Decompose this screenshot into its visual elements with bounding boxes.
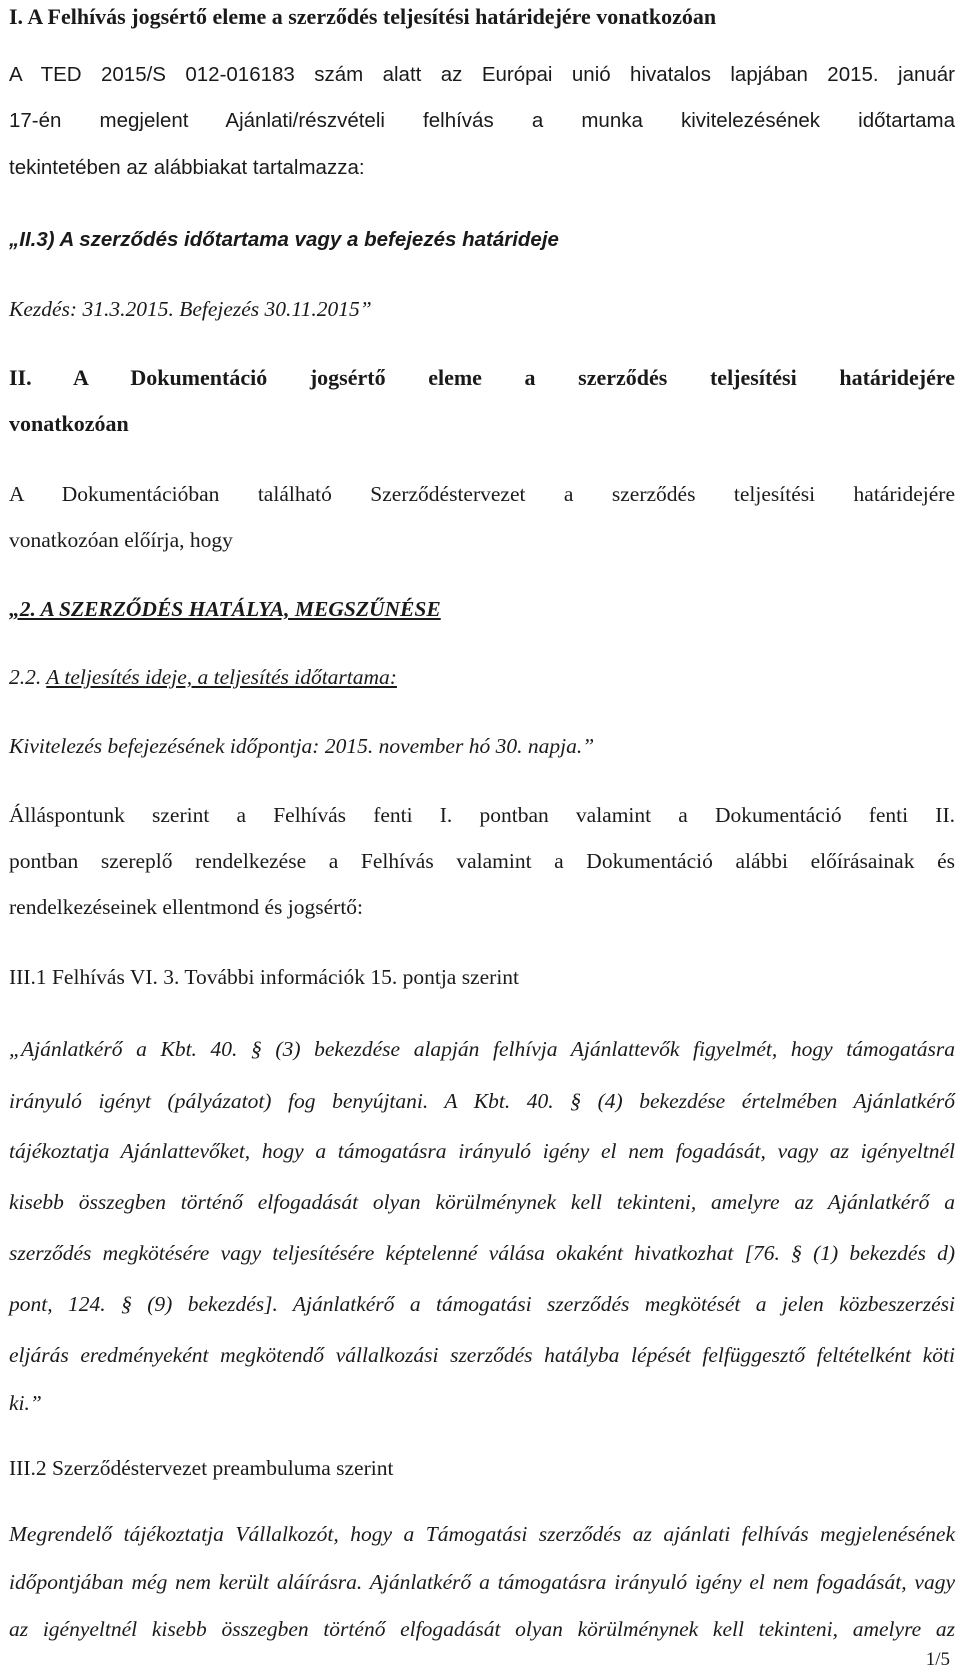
quote-3-line-5: szerződés megkötésére vagy teljesítésére képtelenné válása okaként hivatkozhat [76. § (1) bekezdés d) (9, 1241, 955, 1265)
quote-1-body: Kezdés: 31.3.2015. Befejezés 30.11.2015” (9, 297, 372, 321)
paragraph-3-line-1: Álláspontunk szerint a Felhívás fenti I. pontban valamint a Dokumentáció fenti II. (9, 803, 955, 827)
paragraph-1-line-3: tekintetében az alábbiakat tartalmazza: (9, 156, 365, 179)
quote-3-line-3: tájékoztatja Ajánlattevőket, hogy a támogatásra irányuló igény el nem fogadását, vagy az igényeltnél (9, 1139, 955, 1163)
paragraph-2-line-2: vonatkozóan előírja, hogy (9, 528, 233, 552)
quote-4-line-3: az igényeltnél kisebb összegben történő elfogadását olyan körülménynek kell tekinteni, amelyre az (9, 1617, 955, 1641)
section-3-2-heading: III.2 Szerződéstervezet preambuluma szerint (9, 1456, 394, 1480)
heading-section-2-line-1: II. A Dokumentáció jogsértő eleme a szerződés teljesítési határidejére (9, 365, 955, 390)
quote-1-title: „II.3) A szerződés időtartama vagy a befejezés határideje (9, 228, 559, 251)
quote-3-line-2: irányuló igényt (pályázatot) fog benyújtani. A Kbt. 40. § (4) bekezdése értelmében Ajánlatkérő (9, 1089, 955, 1113)
paragraph-1-line-2: 17-én megjelent Ajánlati/részvételi felhívás a munka kivitelezésének időtartama (9, 109, 955, 132)
page-number: 1/5 (925, 1649, 950, 1670)
quote-2-subheading-number: 2.2. (9, 665, 47, 689)
quote-2-subheading (9, 664, 955, 690)
section-3-1-heading: III.1 Felhívás VI. 3. További információk 15. pontja szerint (9, 965, 520, 989)
quote-2-subheading-text: A teljesítés ideje, a teljesítés időtartama: (46, 665, 397, 689)
heading-section-2-line-2: vonatkozóan (9, 411, 129, 436)
quote-3-line-8: ki.” (9, 1391, 42, 1415)
paragraph-3-line-3: rendelkezéseinek ellentmond és jogsértő: (9, 895, 364, 919)
quote-2-title: „2. A SZERZŐDÉS HATÁLYA, MEGSZŰNÉSE (9, 597, 441, 621)
paragraph-2-line-1: A Dokumentációban található Szerződéstervezet a szerződés teljesítési határidejére (9, 482, 955, 506)
quote-3-line-7: eljárás eredményeként megkötendő vállalkozási szerződés hatályba lépését felfüggesztő feltételként köti (9, 1343, 955, 1367)
paragraph-1-line-1: A TED 2015/S 012-016183 szám alatt az Európai unió hivatalos lapjában 2015. január (9, 63, 955, 86)
quote-3-line-1: „Ajánlatkérő a Kbt. 40. § (3) bekezdése alapján felhívja Ajánlattevők figyelmét, hogy támogatásra (9, 1037, 955, 1061)
quote-4-line-1: Megrendelő tájékoztatja Vállalkozót, hogy a Támogatási szerződés az ajánlati felhívás megjelenésének (9, 1522, 955, 1546)
paragraph-3-line-2: pontban szereplő rendelkezése a Felhívás valamint a Dokumentáció alábbi előírásainak és (9, 849, 955, 873)
quote-4-line-2: időpontjában még nem került aláírásra. Ajánlatkérő a támogatásra irányuló igény el nem fogadását, vagy (9, 1570, 955, 1594)
heading-section-1: I. A Felhívás jogsértő eleme a szerződés teljesítési határidejére vonatkozóan (9, 4, 717, 29)
quote-3-line-6: pont, 124. § (9) bekezdés]. Ajánlatkérő a támogatási szerződés megkötését a jelen közbeszerzési (9, 1292, 955, 1316)
quote-2-body: Kivitelezés befejezésének időpontja: 2015. november hó 30. napja.” (9, 734, 595, 758)
quote-3-line-4: kisebb összegben történő elfogadását olyan körülménynek kell tekinteni, amelyre az Ajánlatkérő a (9, 1190, 955, 1214)
document-page (9, 0, 955, 1680)
